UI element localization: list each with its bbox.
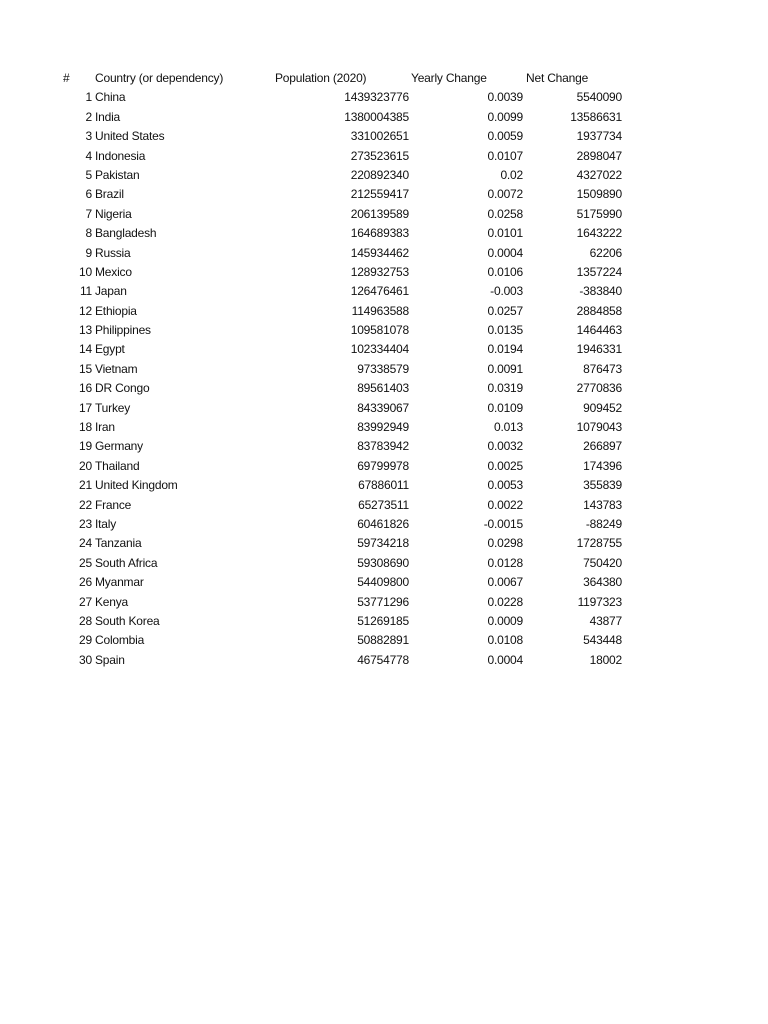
rank-cell: 10 xyxy=(79,264,92,279)
population-cell: 128932753 xyxy=(350,264,409,279)
country-cell: South Korea xyxy=(95,613,160,628)
population-cell: 1380004385 xyxy=(344,109,409,124)
table-row xyxy=(0,476,768,495)
rank-cell: 14 xyxy=(79,342,92,357)
rank-cell: 24 xyxy=(79,536,92,551)
population-cell: 84339067 xyxy=(357,400,409,415)
population-cell: 65273511 xyxy=(358,497,409,512)
country-cell: Pakistan xyxy=(95,167,140,182)
rank-cell: 22 xyxy=(79,497,92,512)
population-cell: 164689383 xyxy=(350,226,409,241)
rank-cell: 6 xyxy=(85,187,92,202)
rank-cell: 30 xyxy=(79,652,92,667)
yearly-change-cell: 0.0032 xyxy=(487,439,523,454)
country-cell: Colombia xyxy=(95,633,145,648)
net-change-cell: 1946331 xyxy=(576,342,622,357)
net-change-cell: 909452 xyxy=(583,400,622,415)
population-cell: 220892340 xyxy=(350,167,409,182)
rank-cell: 2 xyxy=(85,109,92,124)
population-cell: 97338579 xyxy=(357,361,409,376)
table-row xyxy=(0,651,768,670)
population-cell: 60461826 xyxy=(357,516,409,531)
population-cell: 273523615 xyxy=(350,148,409,163)
population-cell: 50882891 xyxy=(357,633,409,648)
population-column-header: Population (2020) xyxy=(275,71,367,85)
yearly-change-cell: 0.0101 xyxy=(487,226,523,241)
country-cell: Myanmar xyxy=(95,575,144,590)
country-cell: China xyxy=(95,90,126,105)
table-row xyxy=(0,185,768,204)
table-row xyxy=(0,399,768,418)
yearly-change-cell: 0.0099 xyxy=(487,109,523,124)
yearly-change-cell: 0.0004 xyxy=(487,245,523,260)
net-change-cell: 1079043 xyxy=(576,420,622,435)
rank-cell: 26 xyxy=(79,575,92,590)
country-cell: Indonesia xyxy=(95,148,146,163)
net-change-cell: 1937734 xyxy=(576,129,622,144)
table-row xyxy=(0,631,768,650)
yearly-change-cell: 0.0106 xyxy=(487,264,523,279)
net-change-cell: -383840 xyxy=(579,284,622,299)
net-change-cell: 2898047 xyxy=(576,148,622,163)
net-change-cell: 1728755 xyxy=(576,536,622,551)
table-row xyxy=(0,360,768,379)
rank-cell: 21 xyxy=(79,478,92,493)
net-change-cell: 750420 xyxy=(583,555,622,570)
country-cell: Thailand xyxy=(95,458,140,473)
population-table xyxy=(0,69,768,670)
yearly-change-cell: -0.0015 xyxy=(483,516,523,531)
yearly-change-cell: 0.0022 xyxy=(487,497,523,512)
yearly-change-cell: 0.02 xyxy=(500,167,523,182)
population-cell: 114963588 xyxy=(351,303,409,318)
population-cell: 69799978 xyxy=(357,458,409,473)
table-row xyxy=(0,496,768,515)
country-cell: Italy xyxy=(95,516,117,531)
net-change-cell: 174396 xyxy=(583,458,622,473)
net-change-cell: 4327022 xyxy=(576,167,622,182)
table-row xyxy=(0,573,768,592)
country-cell: Iran xyxy=(95,420,115,435)
table-row xyxy=(0,224,768,243)
net-change-cell: 1643222 xyxy=(576,226,622,241)
rank-cell: 25 xyxy=(79,555,92,570)
net-change-cell: 364380 xyxy=(583,575,622,590)
yearly-change-cell: 0.0059 xyxy=(487,129,523,144)
net-change-cell: 355839 xyxy=(583,478,622,493)
table-body xyxy=(0,88,768,670)
yearly-change-cell: 0.0009 xyxy=(487,613,523,628)
rank-cell: 3 xyxy=(85,129,92,144)
yearly-change-cell: 0.0257 xyxy=(487,303,523,318)
yearly-change-cell: 0.0025 xyxy=(487,458,523,473)
country-cell: Tanzania xyxy=(95,536,142,551)
rank-cell: 5 xyxy=(85,167,92,182)
net-change-cell: 266897 xyxy=(583,439,622,454)
population-cell: 1439323776 xyxy=(344,90,409,105)
table-row xyxy=(0,340,768,359)
population-cell: 109581078 xyxy=(350,323,409,338)
country-cell: Mexico xyxy=(95,264,132,279)
table-row xyxy=(0,127,768,146)
population-cell: 83783942 xyxy=(357,439,409,454)
yearly-change-cell: 0.0107 xyxy=(487,148,523,163)
country-cell: Bangladesh xyxy=(95,226,157,241)
table-row xyxy=(0,88,768,107)
rank-cell: 16 xyxy=(79,381,92,396)
population-cell: 126476461 xyxy=(350,284,409,299)
table-row xyxy=(0,593,768,612)
population-cell: 206139589 xyxy=(350,206,409,221)
net-change-cell: 43877 xyxy=(589,613,622,628)
table-row xyxy=(0,534,768,553)
population-cell: 59308690 xyxy=(357,555,409,570)
country-cell: United States xyxy=(95,129,165,144)
net-change-cell: 13586631 xyxy=(570,109,622,124)
table-row xyxy=(0,282,768,301)
country-cell: South Africa xyxy=(95,555,158,570)
net-change-cell: 5175990 xyxy=(576,206,622,221)
yearly-change-cell: -0.003 xyxy=(490,284,523,299)
population-cell: 51269185 xyxy=(357,613,409,628)
net-change-cell: 143783 xyxy=(583,497,622,512)
table-row xyxy=(0,166,768,185)
rank-cell: 29 xyxy=(79,633,92,648)
yearly-change-cell: 0.0004 xyxy=(487,652,523,667)
table-row xyxy=(0,321,768,340)
yearly-change-cell: 0.0258 xyxy=(487,206,523,221)
country-cell: Philippines xyxy=(95,323,151,338)
country-cell: DR Congo xyxy=(95,381,150,396)
rank-cell: 23 xyxy=(79,516,92,531)
country-cell: Spain xyxy=(95,652,125,667)
table-row xyxy=(0,108,768,127)
rank-cell: 13 xyxy=(79,323,92,338)
rank-cell: 1 xyxy=(85,90,92,105)
table-row xyxy=(0,457,768,476)
yearly-change-cell: 0.0194 xyxy=(487,342,523,357)
table-row xyxy=(0,612,768,631)
yearly-change-cell: 0.0319 xyxy=(487,381,523,396)
table-row xyxy=(0,437,768,456)
population-cell: 54409800 xyxy=(357,575,409,590)
yearly-change-cell: 0.0072 xyxy=(487,187,523,202)
rank-cell: 12 xyxy=(79,303,92,318)
net-change-cell: 2884858 xyxy=(576,303,622,318)
population-cell: 53771296 xyxy=(357,594,409,609)
country-cell: Nigeria xyxy=(95,206,132,221)
net-change-cell: 1464463 xyxy=(576,323,622,338)
yearly-change-cell: 0.0039 xyxy=(487,90,523,105)
net-change-cell: 1509890 xyxy=(576,187,622,202)
rank-cell: 11 xyxy=(79,284,92,299)
population-cell: 83992949 xyxy=(357,420,409,435)
country-cell: Japan xyxy=(95,284,127,299)
table-row xyxy=(0,515,768,534)
country-cell: Turkey xyxy=(95,400,131,415)
yearly-change-cell: 0.0109 xyxy=(487,400,523,415)
population-cell: 67886011 xyxy=(358,478,409,493)
table-row xyxy=(0,418,768,437)
table-row xyxy=(0,205,768,224)
yearly-change-cell: 0.0091 xyxy=(487,361,523,376)
country-cell: India xyxy=(95,109,121,124)
rank-cell: 27 xyxy=(79,594,92,609)
country-cell: Russia xyxy=(95,245,131,260)
population-cell: 331002651 xyxy=(350,129,409,144)
table-row xyxy=(0,147,768,166)
rank-cell: 18 xyxy=(79,420,92,435)
rank-cell: 9 xyxy=(85,245,92,260)
table-row xyxy=(0,263,768,282)
net-change-cell: -88249 xyxy=(585,516,622,531)
rank-cell: 20 xyxy=(79,458,92,473)
yearly-change-cell: 0.0128 xyxy=(487,555,523,570)
net-change-column-header: Net Change xyxy=(526,71,589,85)
rank-cell: 8 xyxy=(85,226,92,241)
rank-cell: 15 xyxy=(79,361,92,376)
table-row xyxy=(0,244,768,263)
table-row xyxy=(0,554,768,573)
net-change-cell: 1357224 xyxy=(576,264,622,279)
yearly-change-cell: 0.0135 xyxy=(487,323,523,338)
country-cell: Vietnam xyxy=(95,361,138,376)
net-change-cell: 1197323 xyxy=(577,594,622,609)
country-cell: Egypt xyxy=(95,342,125,357)
yearly-change-cell: 0.0053 xyxy=(487,478,523,493)
country-column-header: Country (or dependency) xyxy=(95,71,224,85)
table-row xyxy=(0,302,768,321)
yearly-change-cell: 0.0298 xyxy=(487,536,523,551)
population-cell: 145934462 xyxy=(350,245,409,260)
country-cell: Kenya xyxy=(95,594,129,609)
country-cell: Ethiopia xyxy=(95,303,137,318)
rank-column-header: # xyxy=(63,71,70,85)
yearly-change-column-header: Yearly Change xyxy=(411,71,487,85)
rank-cell: 17 xyxy=(79,400,92,415)
table-header-row xyxy=(0,69,768,88)
country-cell: Brazil xyxy=(95,187,124,202)
table-row xyxy=(0,379,768,398)
net-change-cell: 5540090 xyxy=(576,90,622,105)
net-change-cell: 543448 xyxy=(583,633,622,648)
rank-cell: 4 xyxy=(85,148,92,163)
population-cell: 102334404 xyxy=(350,342,409,357)
population-cell: 46754778 xyxy=(357,652,409,667)
rank-cell: 19 xyxy=(79,439,92,454)
yearly-change-cell: 0.0108 xyxy=(487,633,523,648)
net-change-cell: 62206 xyxy=(589,245,622,260)
country-cell: Germany xyxy=(95,439,143,454)
net-change-cell: 876473 xyxy=(583,361,622,376)
yearly-change-cell: 0.0228 xyxy=(487,594,523,609)
net-change-cell: 18002 xyxy=(589,652,622,667)
population-cell: 89561403 xyxy=(357,381,409,396)
rank-cell: 28 xyxy=(79,613,92,628)
net-change-cell: 2770836 xyxy=(576,381,622,396)
country-cell: France xyxy=(95,497,132,512)
yearly-change-cell: 0.0067 xyxy=(487,575,523,590)
population-cell: 59734218 xyxy=(357,536,409,551)
rank-cell: 7 xyxy=(85,206,92,221)
population-cell: 212559417 xyxy=(350,187,409,202)
yearly-change-cell: 0.013 xyxy=(493,420,523,435)
country-cell: United Kingdom xyxy=(95,478,178,493)
